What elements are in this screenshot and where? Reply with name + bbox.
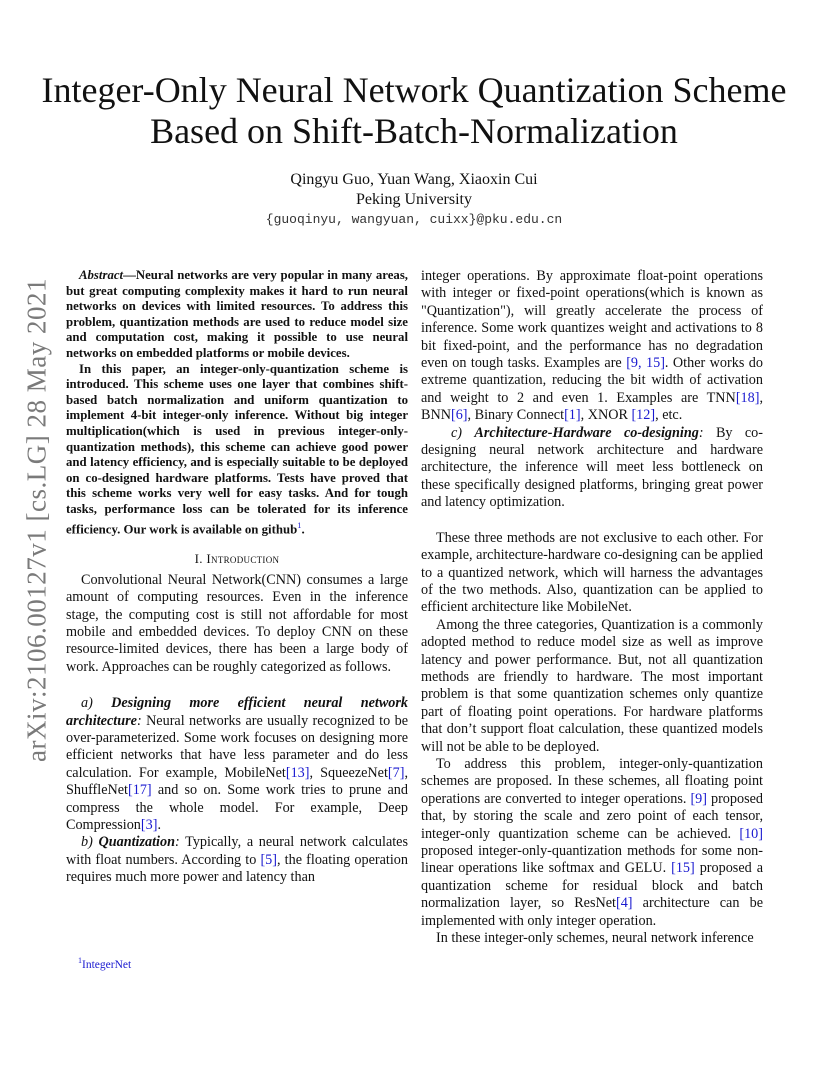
paper-title: [0, 70, 828, 152]
citation[interactable]: [9]: [690, 790, 707, 807]
left-column: [66, 268, 408, 887]
abstract-paragraph-1: Abstract—Neural networks are very popular in many areas, but great computing complexity makes it hard to run neural networks on devices with limited resources. To address this problem, quantization methods are used to reduce model size and computation cost, making it possible to use neural networks on embedded platforms or mobile devices.: [66, 268, 408, 360]
arxiv-sidebar-id: arXiv:2106.00127v1 [cs.LG] 28 May 2021: [21, 277, 52, 762]
citation[interactable]: [15]: [671, 860, 695, 877]
footnote-link[interactable]: IntegerNet: [82, 958, 132, 971]
subsection-a-title: Designing more efficient neural network architecture: [66, 695, 408, 729]
paragraph-among-categories: Among the three categories, Quantization is a commonly adopted method to reduce model size as well as improve latency and power performance. But, not all quantization methods are friendly to hardware. The most important problem is that some quantization schemes only quantize part of floating point operations. For hardware platforms that don’t support float calculation, these quantized models will not be able to be deployed.: [421, 616, 763, 755]
paragraph-inference: In these integer-only schemes, neural network inference: [436, 930, 754, 947]
intro-paragraph: Convolutional Neural Network(CNN) consumes a large amount of computing resources. Even in the inference stage, the computing cost is still not affordable for most mobile and embedded devices. To deploy CNN on these resource-limited devices, there has been a large body of work. Approaches can be roughly categorized as follows.: [66, 571, 408, 675]
section-heading-introduction: I. Introduction: [194, 551, 280, 567]
abstract-paragraph-2: In this paper, an integer-only-quantization scheme is introduced. This scheme uses one layer that combines shift-based batch normalization and uniform quantization to implement 4-bit integer-only inference. Without big integer multiplication(which is used in previous integer-only-quantization methods), this scheme can achieve good power and latency efficiency, and is especially suitable to be deployed on co-designed hardware platforms. Tests have proved that this scheme works very well for easy tasks. And for tough tasks, performance loss can be tolerated for its inference efficiency. Our work is available on github$^1$.: [66, 361, 408, 536]
subsection-c: c) Architecture-Hardware co-designing: By co-designing neural network architecture and hardware architecture, the inference will meet less bottleneck on these specifically designed platforms, bringing great power and latency optimization.: [421, 424, 763, 511]
citation[interactable]: [13]: [285, 764, 310, 781]
citation[interactable]: [9, 15]: [626, 355, 665, 372]
citation[interactable]: [12]: [631, 407, 656, 424]
subsection-c-title: Architecture-Hardware co-designing: [474, 424, 699, 441]
title-line-2: Based on Shift-Batch-Normalization: [150, 111, 678, 151]
footnote-ref[interactable]: 1: [297, 519, 302, 530]
affiliation: Peking University: [356, 191, 472, 208]
author-email[interactable]: {guoqinyu, wangyuan, cuixx}@pku.edu.cn: [265, 212, 563, 227]
abstract: [66, 268, 408, 537]
author-names: Qingyu Guo, Yuan Wang, Xiaoxin Cui: [290, 171, 538, 188]
citation[interactable]: [5]: [260, 851, 277, 868]
title-line-1: Integer-Only Neural Network Quantization Scheme: [41, 70, 787, 110]
citation[interactable]: [3]: [140, 817, 158, 834]
quantization-continued: integer operations. By approximate float-point operations with integer or fixed-point operations(which is known as "Quantization"), will greatly accelerate the process of inference. Some work quantizes weight and activations to 8 bit fixed-point, and the performance has no degradation even on tough tasks. Examples are [9, 15]. Other works do extreme quantization, reducing the bit width of activation and weight to 2 and even 1. Examples are TNN[18], BNN[6], Binary Connect[1], XNOR [12], etc.: [421, 268, 763, 424]
right-column: [421, 268, 763, 947]
abstract-label: Abstract: [79, 268, 124, 282]
citation[interactable]: [18]: [735, 389, 760, 406]
footnote-mark: 1: [78, 956, 82, 965]
subsection-a: a) Designing more efficient neural network architecture: Neural networks are usually recognized to be over-parameterized. Some work focuses on designing more efficient networks that have less parameter and do less calculation. For example, MobileNet[13], SqueezeNet[7], ShuffleNet[17] and so on. Some work tries to prune and compress the whole model. For example, Deep Compression[3].: [66, 695, 408, 834]
citation[interactable]: [7]: [387, 764, 405, 781]
subsection-b: b) Quantization: Typically, a neural network calculates with float numbers. According to [5], the floating operation requires much more power and latency than: [66, 834, 408, 886]
author-block: [0, 170, 828, 230]
footnote: [78, 956, 131, 971]
paragraph-integer-only-schemes: To address this problem, integer-only-quantization schemes are proposed. In these schemes, all floating point operations are converted to integer operations. [9] proposed that, by storing the scale and zero point of each tensor, integer-only quantization scheme can be achieved. [10] proposed integer-only-quantization methods for some non-linear operations like softmax and GELU. [15] proposed a quantization scheme for residual block and batch normalization layer, so ResNet[4] architecture can be implemented with only integer operation.: [421, 755, 763, 929]
citation[interactable]: [1]: [564, 407, 581, 424]
citation[interactable]: [17]: [128, 782, 152, 799]
citation[interactable]: [10]: [739, 825, 763, 842]
paragraph-methods-not-exclusive: These three methods are not exclusive to each other. For example, architecture-hardware co-designing can be applied to a quantized network, which will harness the advantages of the two methods. Also, quantization can be applied to efficient architecture like MobileNet.: [421, 529, 763, 616]
subsection-b-title: Quantization: [98, 834, 175, 851]
citation[interactable]: [6]: [450, 407, 468, 424]
citation[interactable]: [4]: [615, 895, 633, 912]
